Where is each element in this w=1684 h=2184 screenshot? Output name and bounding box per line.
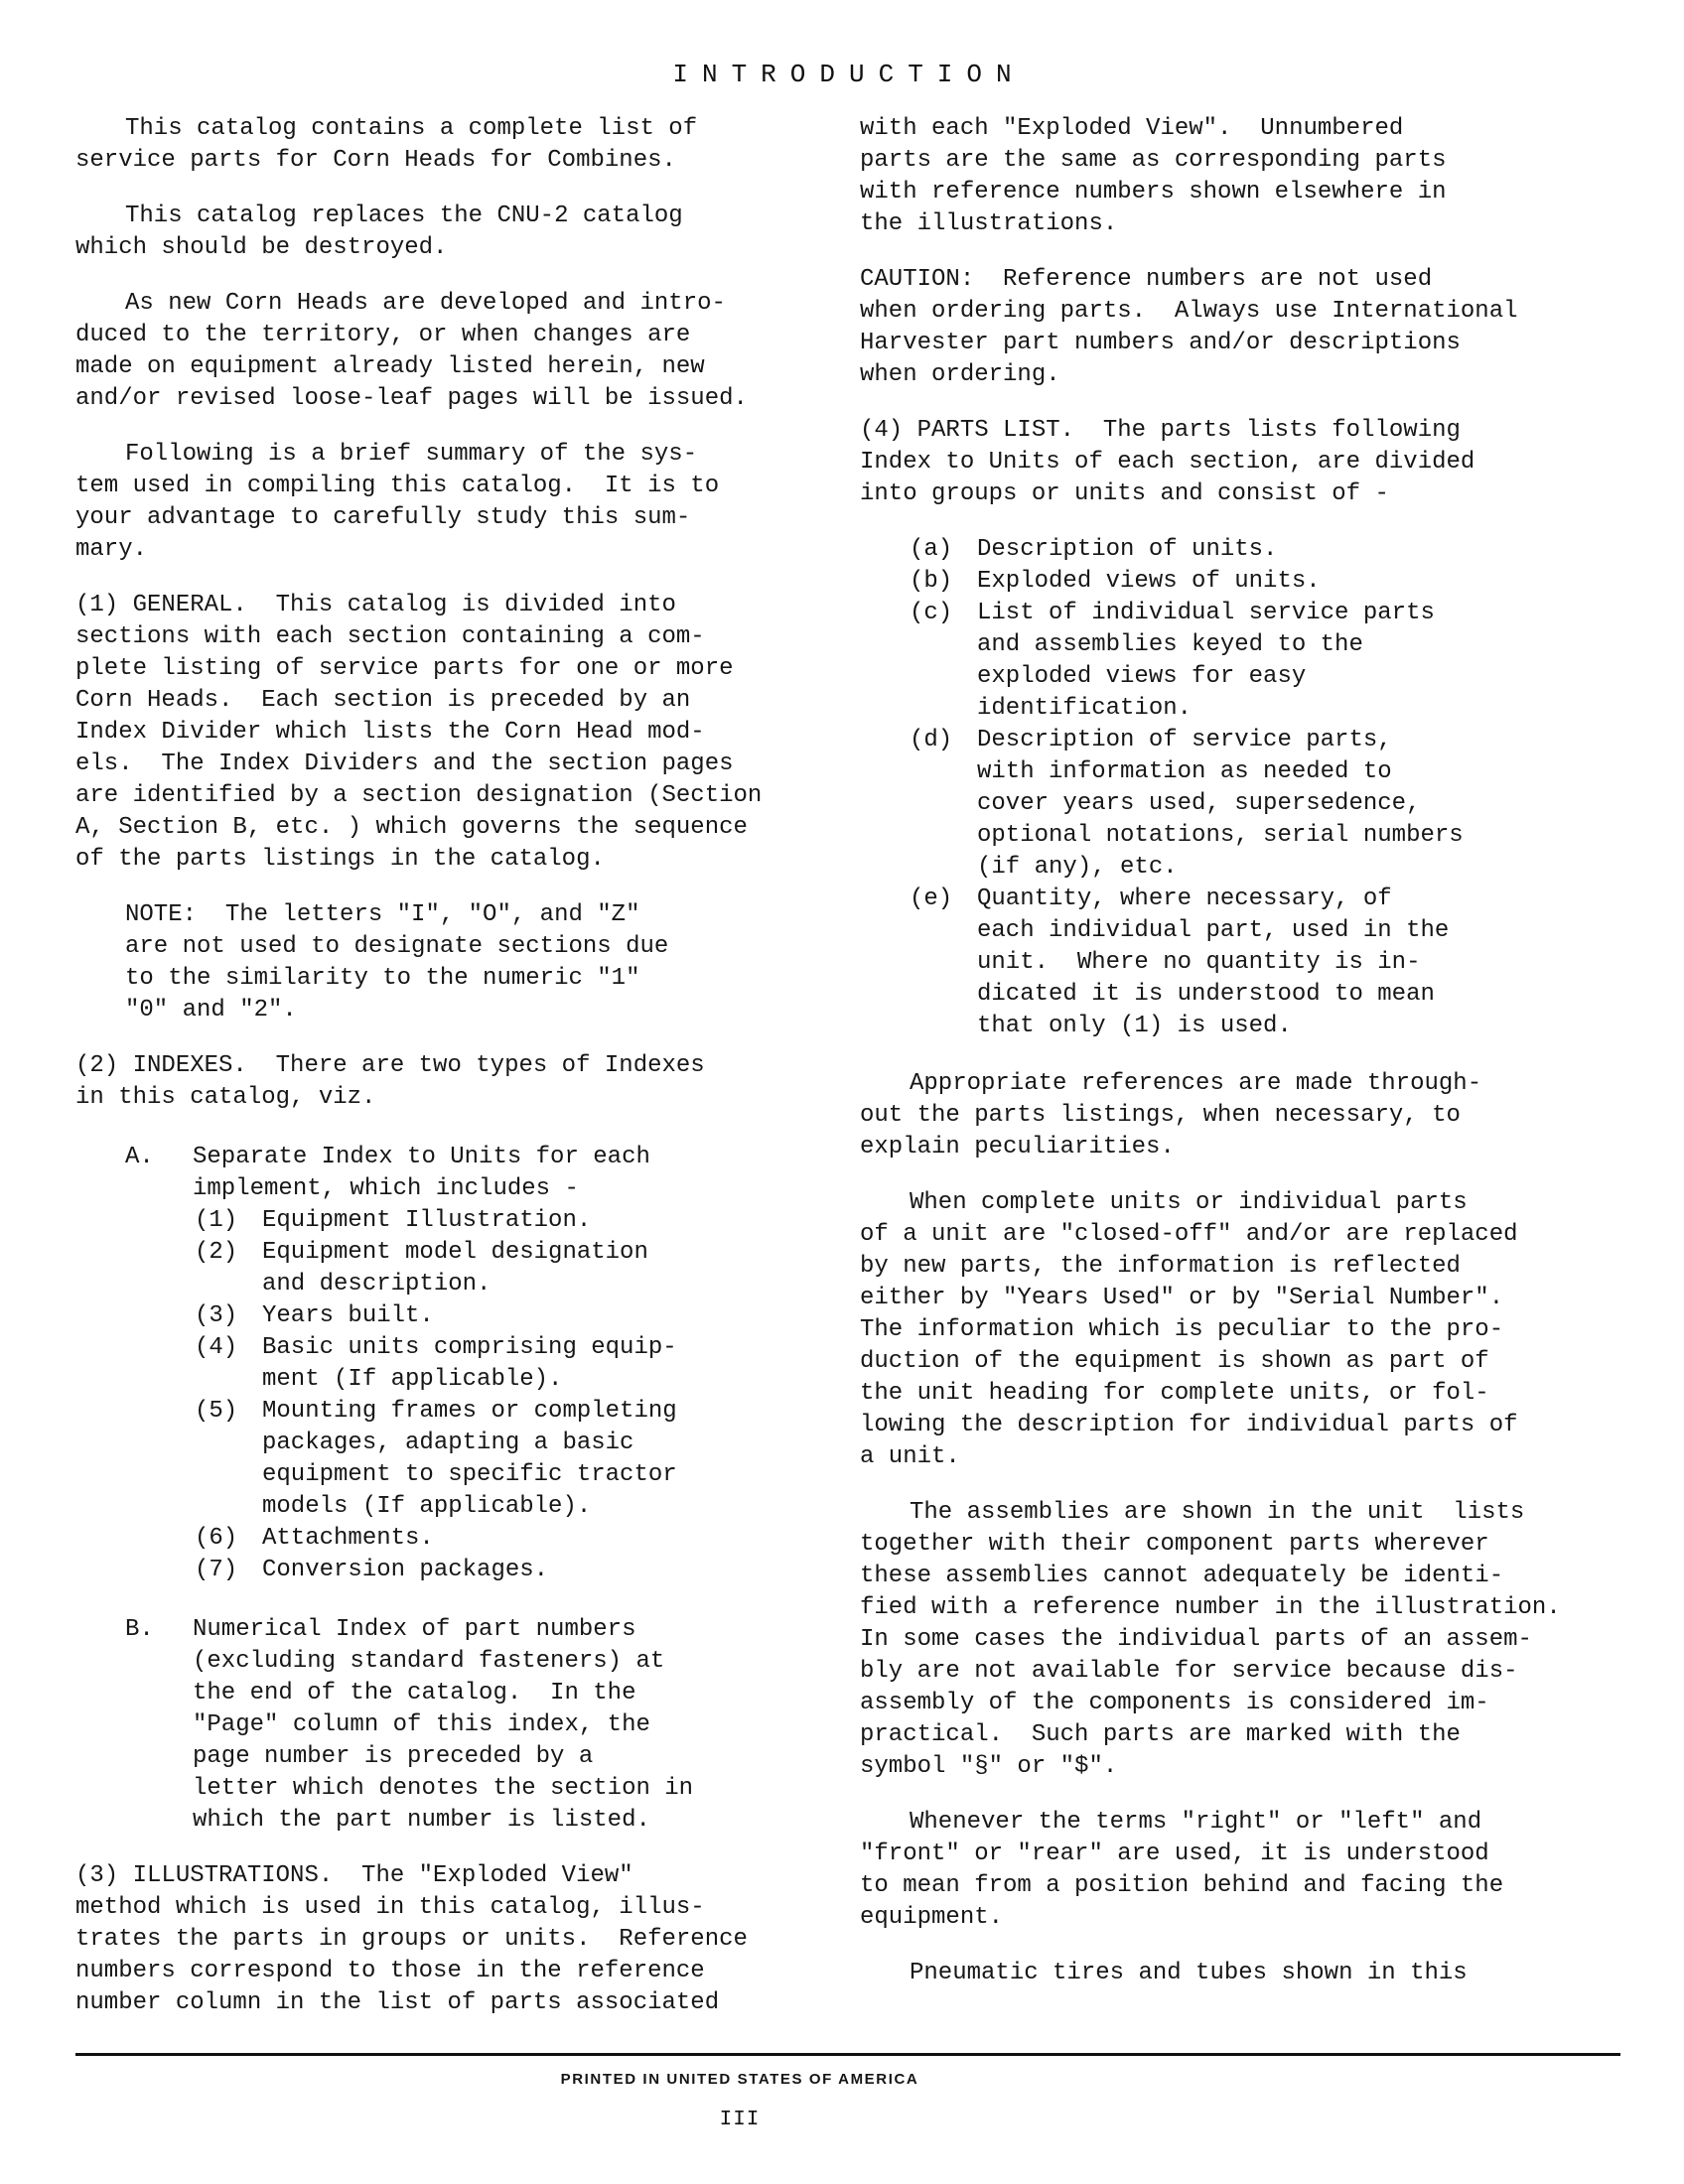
text-line: The information which is peculiar to the pro- bbox=[860, 1316, 1504, 1343]
list-item bbox=[75, 1205, 818, 1237]
text-line: when ordering parts. Always use International bbox=[860, 298, 1518, 325]
list-item bbox=[75, 1396, 818, 1523]
text-line: implement, which includes - bbox=[193, 1175, 579, 1202]
text-line: Corn Heads. Each section is preceded by an bbox=[75, 687, 691, 714]
paragraph bbox=[860, 113, 1628, 240]
paragraph bbox=[75, 1860, 818, 2019]
text-line: when ordering. bbox=[860, 361, 1060, 388]
text-line: a unit. bbox=[860, 1443, 960, 1470]
text-line: "front" or "rear" are used, it is understood bbox=[860, 1841, 1489, 1867]
text-line: (if any), etc. bbox=[977, 854, 1178, 881]
text-line: trates the parts in groups or units. Reference bbox=[75, 1926, 748, 1953]
text-line: equipment. bbox=[860, 1904, 1004, 1931]
text-line: Index to Units of each section, are divided bbox=[860, 449, 1475, 476]
text-line: of a unit are "closed-off" and/or are replaced bbox=[860, 1221, 1518, 1248]
text-line: which should be destroyed. bbox=[75, 234, 448, 261]
list-item-label: (c) bbox=[910, 600, 953, 626]
text-line: letter which denotes the section in bbox=[193, 1775, 694, 1802]
text-line: the unit heading for complete units, or fol- bbox=[860, 1380, 1489, 1407]
list-item bbox=[75, 1332, 818, 1396]
text-line: cover years used, supersedence, bbox=[977, 790, 1421, 817]
text-line: "0" and "2". bbox=[125, 997, 297, 1024]
paragraph bbox=[75, 288, 818, 415]
list-item bbox=[860, 884, 1628, 1042]
text-line: are not used to designate sections due bbox=[125, 933, 669, 960]
list-item bbox=[75, 1523, 818, 1555]
text-line: that only (1) is used. bbox=[977, 1013, 1292, 1039]
list-item-label: (7) bbox=[195, 1557, 238, 1583]
text-line: Description of units. bbox=[977, 536, 1278, 563]
text-line: (1) GENERAL. This catalog is divided into bbox=[75, 592, 676, 618]
text-line: bly are not available for service because dis- bbox=[860, 1658, 1518, 1685]
text-line: "Page" column of this index, the bbox=[193, 1711, 650, 1738]
footer-rule bbox=[75, 2053, 1620, 2056]
list-item bbox=[860, 566, 1628, 598]
paragraph bbox=[860, 1958, 1628, 1989]
text-line: number column in the list of parts associated bbox=[75, 1989, 720, 2016]
list-item bbox=[860, 534, 1628, 566]
text-line: with each "Exploded View". Unnumbered bbox=[860, 115, 1404, 142]
text-line: of the parts listings in the catalog. bbox=[75, 846, 605, 873]
text-line: (excluding standard fasteners) at bbox=[193, 1648, 665, 1675]
text-line: which the part number is listed. bbox=[193, 1807, 650, 1834]
text-line: Basic units comprising equip- bbox=[262, 1334, 677, 1361]
list-item-body bbox=[262, 1523, 818, 1555]
text-line: Mounting frames or completing bbox=[262, 1398, 677, 1425]
list-item-body bbox=[193, 1142, 818, 1205]
text-line: mary. bbox=[75, 536, 148, 563]
text-line: (4) PARTS LIST. The parts lists following bbox=[860, 417, 1461, 444]
text-line: List of individual service parts bbox=[977, 600, 1435, 626]
list-item-body bbox=[262, 1237, 818, 1300]
list-item-label: (5) bbox=[195, 1398, 238, 1425]
text-line: sections with each section containing a com- bbox=[75, 623, 705, 650]
list-item-body bbox=[977, 884, 1628, 1042]
text-line: Numerical Index of part numbers bbox=[193, 1616, 636, 1643]
text-line: Exploded views of units. bbox=[977, 568, 1321, 595]
text-line: numbers correspond to those in the reference bbox=[75, 1958, 705, 1984]
list-item bbox=[75, 1555, 818, 1586]
list-item bbox=[75, 1142, 818, 1205]
text-line: parts are the same as corresponding parts bbox=[860, 147, 1447, 174]
text-line: (3) ILLUSTRATIONS. The "Exploded View" bbox=[75, 1862, 633, 1889]
list-item-body bbox=[262, 1205, 818, 1237]
text-line: In some cases the individual parts of an assem- bbox=[860, 1626, 1532, 1653]
list-item-label: (3) bbox=[195, 1302, 238, 1329]
paragraph bbox=[860, 1068, 1628, 1163]
text-line: Appropriate references are made through- bbox=[910, 1070, 1482, 1097]
list-item-label: (2) bbox=[195, 1239, 238, 1266]
text-line: Index Divider which lists the Corn Head mod- bbox=[75, 719, 705, 746]
text-line: models (If applicable). bbox=[262, 1493, 592, 1520]
text-line: equipment to specific tractor bbox=[262, 1461, 677, 1488]
list-item bbox=[75, 1237, 818, 1300]
list-item-body bbox=[262, 1555, 818, 1586]
text-line: with information as needed to bbox=[977, 758, 1392, 785]
text-line: fied with a reference number in the illustration. bbox=[860, 1594, 1561, 1621]
list-item-label: (d) bbox=[910, 727, 953, 753]
text-line: made on equipment already listed herein, new bbox=[75, 353, 705, 380]
paragraph bbox=[860, 415, 1628, 510]
text-line: This catalog replaces the CNU-2 catalog bbox=[125, 203, 683, 229]
text-line: your advantage to carefully study this sum- bbox=[75, 504, 691, 531]
text-line: (2) INDEXES. There are two types of Indexes bbox=[75, 1052, 705, 1079]
text-line: the illustrations. bbox=[860, 210, 1118, 237]
text-line: els. The Index Dividers and the section pages bbox=[75, 751, 734, 777]
text-line: explain peculiarities. bbox=[860, 1134, 1175, 1160]
text-line: As new Corn Heads are developed and intro- bbox=[125, 290, 726, 317]
text-line: Equipment Illustration. bbox=[262, 1207, 592, 1234]
list-item-label: (e) bbox=[910, 886, 953, 912]
text-line: A, Section B, etc. ) which governs the sequence bbox=[75, 814, 748, 841]
text-line: and description. bbox=[262, 1271, 491, 1297]
list-item bbox=[860, 598, 1628, 725]
list-item-label: (a) bbox=[910, 536, 953, 563]
paragraph bbox=[860, 1807, 1628, 1934]
list-item-label: (1) bbox=[195, 1207, 238, 1234]
text-line: to the similarity to the numeric "1" bbox=[125, 965, 640, 992]
text-line: these assemblies cannot adequately be identi- bbox=[860, 1563, 1504, 1589]
list-item-body bbox=[193, 1614, 818, 1837]
text-line: When complete units or individual parts bbox=[910, 1189, 1468, 1216]
text-line: Pneumatic tires and tubes shown in this bbox=[910, 1960, 1468, 1986]
list-item bbox=[75, 1614, 818, 1837]
text-line: ment (If applicable). bbox=[262, 1366, 563, 1393]
text-line: assembly of the components is considered im- bbox=[860, 1690, 1489, 1716]
text-line: service parts for Corn Heads for Combines. bbox=[75, 147, 676, 174]
text-line: The assemblies are shown in the unit lists bbox=[910, 1499, 1525, 1526]
text-line: each individual part, used in the bbox=[977, 917, 1450, 944]
paragraph bbox=[75, 439, 818, 566]
paragraph bbox=[75, 590, 818, 876]
text-line: out the parts listings, when necessary, to bbox=[860, 1102, 1461, 1129]
note-block bbox=[75, 899, 818, 1026]
list-item-body bbox=[977, 725, 1628, 884]
text-line: exploded views for easy bbox=[977, 663, 1307, 690]
list-item-body bbox=[262, 1332, 818, 1396]
text-line: in this catalog, viz. bbox=[75, 1084, 376, 1111]
text-line: Harvester part numbers and/or descriptions bbox=[860, 330, 1461, 356]
text-line: into groups or units and consist of - bbox=[860, 480, 1389, 507]
text-line: the end of the catalog. In the bbox=[193, 1680, 636, 1706]
text-line: duction of the equipment is shown as part of bbox=[860, 1348, 1489, 1375]
text-line: lowing the description for individual parts of bbox=[860, 1412, 1518, 1438]
text-line: Conversion packages. bbox=[262, 1557, 549, 1583]
paragraph bbox=[860, 1187, 1628, 1473]
list-item-label: (b) bbox=[910, 568, 953, 595]
left-column bbox=[75, 113, 818, 2043]
text-line: Whenever the terms "right" or "left" and bbox=[910, 1809, 1482, 1836]
text-line: together with their component parts wherever bbox=[860, 1531, 1489, 1558]
paragraph bbox=[75, 113, 818, 177]
text-line: packages, adapting a basic bbox=[262, 1430, 634, 1456]
text-line: NOTE: The letters "I", "O", and "Z" bbox=[125, 901, 640, 928]
text-line: are identified by a section designation (Section bbox=[75, 782, 763, 809]
list-item-body bbox=[262, 1300, 818, 1332]
paragraph bbox=[860, 264, 1628, 391]
list-item-body bbox=[977, 598, 1628, 725]
text-line: Years built. bbox=[262, 1302, 434, 1329]
text-line: plete listing of service parts for one or more bbox=[75, 655, 734, 682]
list-item bbox=[75, 1300, 818, 1332]
text-line: duced to the territory, or when changes are bbox=[75, 322, 691, 348]
text-line: Quantity, where necessary, of bbox=[977, 886, 1392, 912]
text-line: This catalog contains a complete list of bbox=[125, 115, 698, 142]
text-line: and assemblies keyed to the bbox=[977, 631, 1363, 658]
list-item bbox=[860, 725, 1628, 884]
text-line: identification. bbox=[977, 695, 1193, 722]
text-line: method which is used in this catalog, illus- bbox=[75, 1894, 705, 1921]
printed-notice: PRINTED IN UNITED STATES OF AMERICA bbox=[560, 2071, 919, 2088]
list-item-label: (4) bbox=[195, 1334, 238, 1361]
text-line: with reference numbers shown elsewhere in bbox=[860, 179, 1447, 205]
list-item-body bbox=[977, 566, 1628, 598]
text-line: Separate Index to Units for each bbox=[193, 1144, 650, 1170]
text-line: symbol "§" or "$". bbox=[860, 1753, 1118, 1780]
text-line: practical. Such parts are marked with the bbox=[860, 1721, 1461, 1748]
list-item-label: B. bbox=[125, 1616, 154, 1643]
text-line: by new parts, the information is reflected bbox=[860, 1253, 1461, 1280]
text-line: and/or revised loose-leaf pages will be issued. bbox=[75, 385, 748, 412]
text-line: either by "Years Used" or by "Serial Number". bbox=[860, 1285, 1504, 1311]
paragraph bbox=[860, 1497, 1628, 1783]
right-column bbox=[860, 113, 1628, 2013]
text-line: unit. Where no quantity is in- bbox=[977, 949, 1421, 976]
list-item-body bbox=[977, 534, 1628, 566]
text-line: to mean from a position behind and facing the bbox=[860, 1872, 1504, 1899]
paragraph bbox=[75, 201, 818, 264]
text-line: Description of service parts, bbox=[977, 727, 1392, 753]
text-line: Equipment model designation bbox=[262, 1239, 648, 1266]
text-line: Following is a brief summary of the sys- bbox=[125, 441, 698, 468]
text-line: optional notations, serial numbers bbox=[977, 822, 1464, 849]
text-line: dicated it is understood to mean bbox=[977, 981, 1435, 1008]
text-line: CAUTION: Reference numbers are not used bbox=[860, 266, 1433, 293]
page-number: III bbox=[719, 2109, 761, 2131]
text-line: page number is preceded by a bbox=[193, 1743, 594, 1770]
text-line: tem used in compiling this catalog. It is to bbox=[75, 473, 720, 499]
list-item-label: (6) bbox=[195, 1525, 238, 1552]
list-item-label: A. bbox=[125, 1144, 154, 1170]
page-title: INTRODUCTION bbox=[672, 60, 1026, 89]
list-item-body bbox=[262, 1396, 818, 1523]
paragraph bbox=[75, 1050, 818, 1114]
text-line: Attachments. bbox=[262, 1525, 434, 1552]
